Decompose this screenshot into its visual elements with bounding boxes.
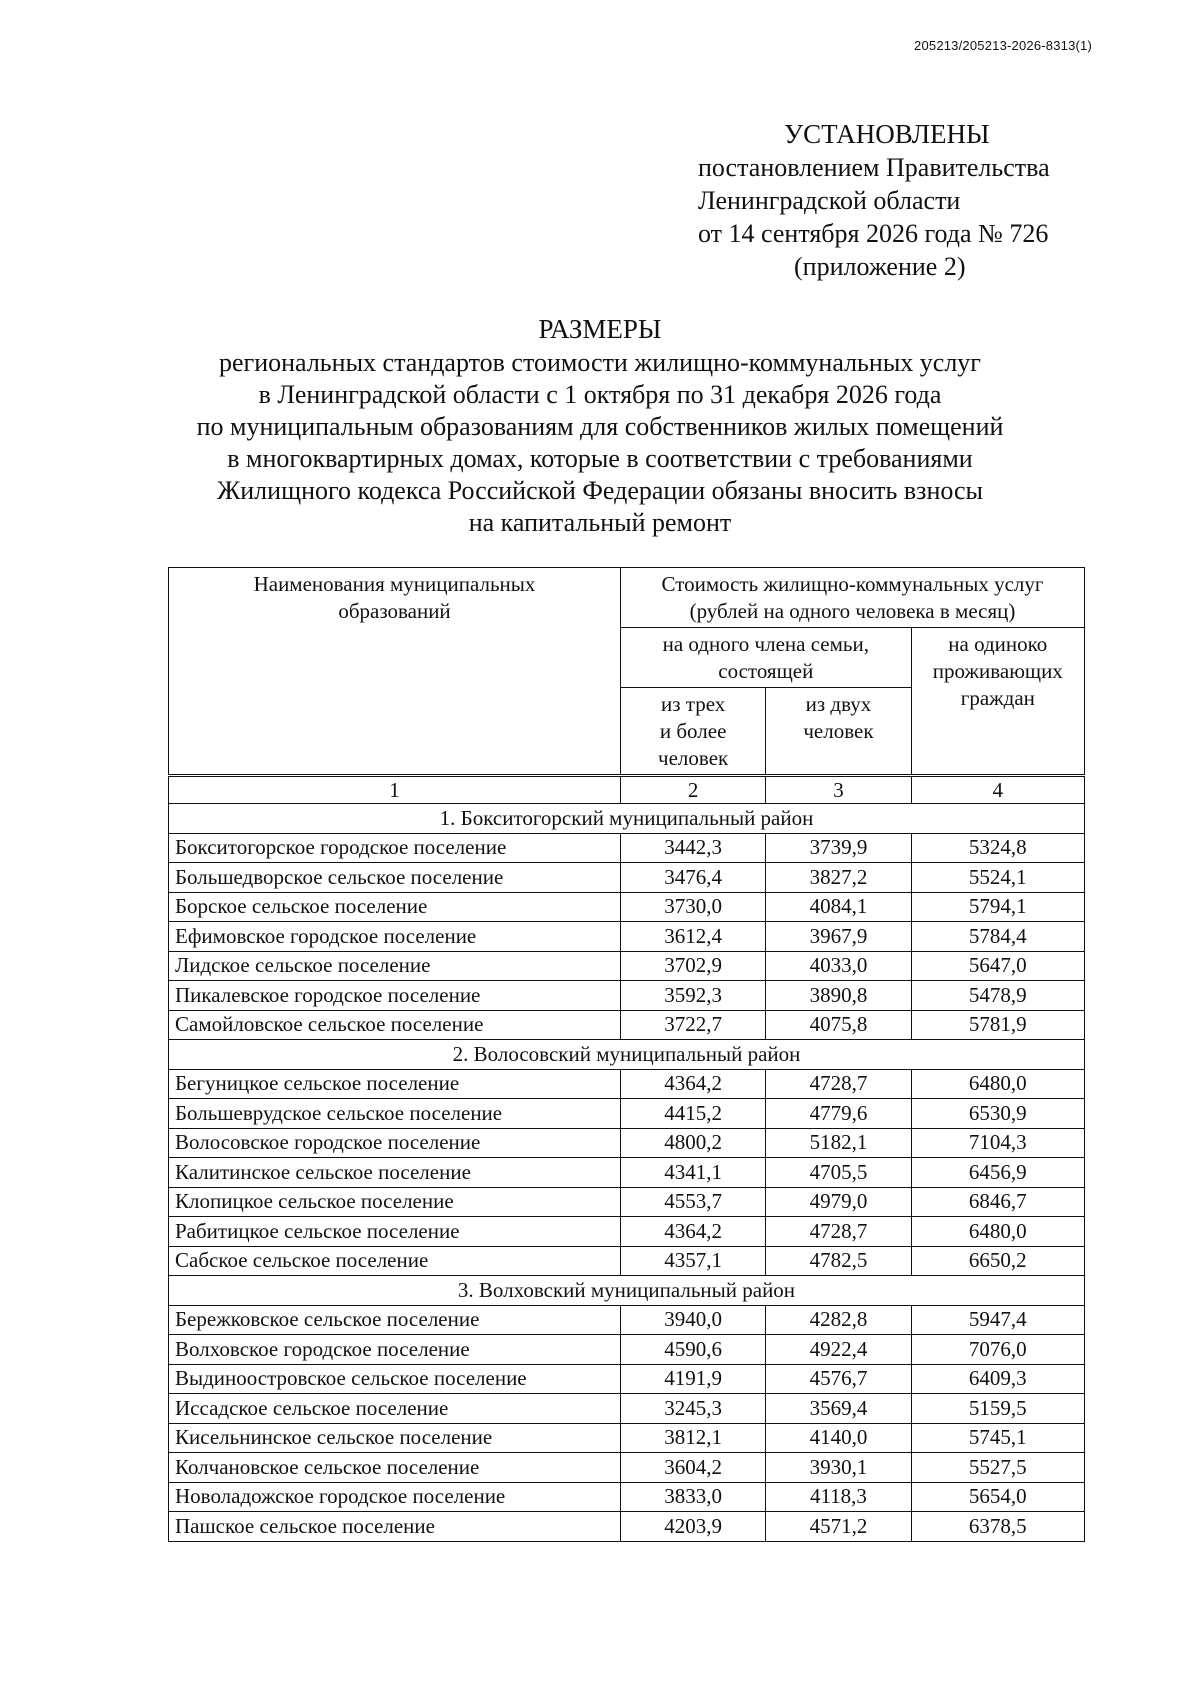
settlement-name: Большедворское сельское поселение <box>169 863 621 893</box>
cost-value: 4364,2 <box>620 1217 765 1247</box>
header-text: и более <box>659 719 727 743</box>
cost-value: 4118,3 <box>766 1482 911 1512</box>
column-number: 2 <box>620 776 765 804</box>
cost-value: 4357,1 <box>620 1246 765 1276</box>
cost-value: 4571,2 <box>766 1512 911 1542</box>
table-row <box>169 1423 1085 1453</box>
cost-value: 4341,1 <box>620 1158 765 1188</box>
cost-value: 4282,8 <box>766 1305 911 1335</box>
header-text: на одного члена семьи, <box>662 632 869 656</box>
approval-note: (приложение 2) <box>794 252 966 281</box>
heading-line: по муниципальным образованиям для собственников жилых помещений <box>196 412 1004 441</box>
document-id: 205213/205213-2026-8313(1) <box>914 38 1092 53</box>
cost-value: 3827,2 <box>766 863 911 893</box>
cost-value: 5524,1 <box>911 863 1084 893</box>
table-row <box>169 1246 1085 1276</box>
header-text: из двух <box>805 692 872 716</box>
settlement-name: Кисельнинское сельское поселение <box>169 1423 621 1453</box>
cost-value: 4922,4 <box>766 1335 911 1365</box>
settlement-name: Иссадское сельское поселение <box>169 1394 621 1424</box>
document-heading <box>120 313 1080 539</box>
cost-value: 7104,3 <box>911 1128 1084 1158</box>
cost-value: 6378,5 <box>911 1512 1084 1542</box>
header-three-column <box>620 688 765 776</box>
table-row <box>169 981 1085 1011</box>
cost-value: 3833,0 <box>620 1482 765 1512</box>
cost-value: 3592,3 <box>620 981 765 1011</box>
cost-value: 5527,5 <box>911 1453 1084 1483</box>
cost-value: 4590,6 <box>620 1335 765 1365</box>
header-text: Стоимость жилищно-коммунальных услуг <box>661 572 1044 596</box>
cost-value: 5647,0 <box>911 951 1084 981</box>
header-text: (рублей на одного человека в месяц) <box>689 599 1016 623</box>
cost-value: 5478,9 <box>911 981 1084 1011</box>
cost-value: 3702,9 <box>620 951 765 981</box>
cost-value: 4728,7 <box>766 1069 911 1099</box>
approval-line: Ленинградской области <box>698 186 961 215</box>
header-row <box>169 568 1085 628</box>
table-row <box>169 1335 1085 1365</box>
cost-value: 3722,7 <box>620 1010 765 1040</box>
settlement-name: Пашское сельское поселение <box>169 1512 621 1542</box>
heading-line: региональных стандартов стоимости жилищно-коммунальных услуг <box>219 348 981 377</box>
cost-value: 3967,9 <box>766 922 911 952</box>
district-row <box>169 1276 1085 1306</box>
cost-value: 3812,1 <box>620 1423 765 1453</box>
approval-title: УСТАНОВЛЕНЫ <box>784 119 990 149</box>
cost-value: 5794,1 <box>911 892 1084 922</box>
district-row <box>169 804 1085 834</box>
cost-value: 5654,0 <box>911 1482 1084 1512</box>
approval-block <box>698 118 1098 283</box>
cost-value: 3739,9 <box>766 833 911 863</box>
approval-line: от 14 сентября 2026 года № 726 <box>698 219 1049 248</box>
table-row <box>169 1364 1085 1394</box>
cost-value: 5947,4 <box>911 1305 1084 1335</box>
cost-value: 3245,3 <box>620 1394 765 1424</box>
cost-value: 5182,1 <box>766 1128 911 1158</box>
cost-value: 3476,4 <box>620 863 765 893</box>
cost-value: 3569,4 <box>766 1394 911 1424</box>
cost-value: 3890,8 <box>766 981 911 1011</box>
header-text: человек <box>803 719 874 743</box>
settlement-name: Большеврудское сельское поселение <box>169 1099 621 1129</box>
table-row <box>169 863 1085 893</box>
settlement-name: Сабское сельское поселение <box>169 1246 621 1276</box>
cost-standards-table <box>168 567 1085 1542</box>
cost-value: 4084,1 <box>766 892 911 922</box>
table-row <box>169 1128 1085 1158</box>
table-row <box>169 951 1085 981</box>
column-number: 1 <box>169 776 621 804</box>
district-title: 1. Бокситогорский муниципальный район <box>169 804 1085 834</box>
table-row <box>169 1187 1085 1217</box>
header-text: образований <box>338 599 451 623</box>
cost-value: 5324,8 <box>911 833 1084 863</box>
heading-line: в Ленинградской области с 1 октября по 31 декабря 2026 года <box>258 380 942 409</box>
settlement-name: Волосовское городское поселение <box>169 1128 621 1158</box>
cost-value: 4364,2 <box>620 1069 765 1099</box>
table-row <box>169 1217 1085 1247</box>
settlement-name: Лидское сельское поселение <box>169 951 621 981</box>
cost-value: 4140,0 <box>766 1423 911 1453</box>
settlement-name: Бегуницкое сельское поселение <box>169 1069 621 1099</box>
cost-value: 5781,9 <box>911 1010 1084 1040</box>
cost-value: 6650,2 <box>911 1246 1084 1276</box>
district-title: 3. Волховский муниципальный район <box>169 1276 1085 1306</box>
cost-value: 4415,2 <box>620 1099 765 1129</box>
header-text: Наименования муниципальных <box>253 572 536 596</box>
table-row <box>169 922 1085 952</box>
table-row <box>169 1394 1085 1424</box>
cost-value: 4553,7 <box>620 1187 765 1217</box>
cost-value: 4728,7 <box>766 1217 911 1247</box>
settlement-name: Бережковское сельское поселение <box>169 1305 621 1335</box>
cost-value: 5784,4 <box>911 922 1084 952</box>
cost-value: 3442,3 <box>620 833 765 863</box>
column-number-row <box>169 776 1085 804</box>
heading-line: Жилищного кодекса Российской Федерации обязаны вносить взносы <box>216 476 984 505</box>
table-row <box>169 1453 1085 1483</box>
header-text: проживающих <box>932 659 1063 683</box>
cost-value: 3930,1 <box>766 1453 911 1483</box>
settlement-name: Выдиноостровское сельское поселение <box>169 1364 621 1394</box>
cost-value: 4191,9 <box>620 1364 765 1394</box>
header-two-column <box>766 688 911 776</box>
heading-line: на капитальный ремонт <box>468 508 732 537</box>
table-row <box>169 892 1085 922</box>
header-text: на одиноко <box>948 632 1048 656</box>
cost-value: 3940,0 <box>620 1305 765 1335</box>
cost-value: 6480,0 <box>911 1069 1084 1099</box>
settlement-name: Пикалевское городское поселение <box>169 981 621 1011</box>
cost-value: 6456,9 <box>911 1158 1084 1188</box>
cost-value: 5159,5 <box>911 1394 1084 1424</box>
table-row <box>169 1010 1085 1040</box>
district-title: 2. Волосовский муниципальный район <box>169 1040 1085 1070</box>
cost-value: 4800,2 <box>620 1128 765 1158</box>
cost-value: 4979,0 <box>766 1187 911 1217</box>
cost-value: 4782,5 <box>766 1246 911 1276</box>
header-text: граждан <box>960 686 1035 710</box>
table-row <box>169 1099 1085 1129</box>
header-name-column <box>169 568 621 776</box>
settlement-name: Колчановское сельское поселение <box>169 1453 621 1483</box>
cost-value: 4779,6 <box>766 1099 911 1129</box>
table-row <box>169 1482 1085 1512</box>
table-row <box>169 1158 1085 1188</box>
settlement-name: Волховское городское поселение <box>169 1335 621 1365</box>
settlement-name: Рабитицкое сельское поселение <box>169 1217 621 1247</box>
table-row <box>169 833 1085 863</box>
settlement-name: Ефимовское городское поселение <box>169 922 621 952</box>
header-text: из трех <box>661 692 726 716</box>
district-row <box>169 1040 1085 1070</box>
header-text: человек <box>658 746 729 770</box>
header-cost-column <box>620 568 1084 628</box>
settlement-name: Бокситогорское городское поселение <box>169 833 621 863</box>
cost-value: 6846,7 <box>911 1187 1084 1217</box>
cost-value: 3612,4 <box>620 922 765 952</box>
cost-value: 4705,5 <box>766 1158 911 1188</box>
table-row <box>169 1512 1085 1542</box>
cost-value: 3604,2 <box>620 1453 765 1483</box>
settlement-name: Новоладожское городское поселение <box>169 1482 621 1512</box>
cost-value: 5745,1 <box>911 1423 1084 1453</box>
cost-value: 6409,3 <box>911 1364 1084 1394</box>
heading-line: в многоквартирных домах, которые в соответствии с требованиями <box>227 444 973 473</box>
table-row <box>169 1305 1085 1335</box>
cost-value: 6480,0 <box>911 1217 1084 1247</box>
cost-value: 4576,7 <box>766 1364 911 1394</box>
approval-line: постановлением Правительства <box>698 153 1050 182</box>
cost-value: 4075,8 <box>766 1010 911 1040</box>
settlement-name: Калитинское сельское поселение <box>169 1158 621 1188</box>
column-number: 3 <box>766 776 911 804</box>
settlement-name: Клопицкое сельское поселение <box>169 1187 621 1217</box>
cost-value: 4203,9 <box>620 1512 765 1542</box>
cost-value: 6530,9 <box>911 1099 1084 1129</box>
cost-value: 4033,0 <box>766 951 911 981</box>
heading-title: РАЗМЕРЫ <box>538 314 662 344</box>
settlement-name: Самойловское сельское поселение <box>169 1010 621 1040</box>
column-number: 4 <box>911 776 1084 804</box>
cost-value: 3730,0 <box>620 892 765 922</box>
cost-value: 7076,0 <box>911 1335 1084 1365</box>
header-text: состоящей <box>718 659 814 683</box>
header-alone-column <box>911 628 1084 776</box>
table-row <box>169 1069 1085 1099</box>
settlement-name: Борское сельское поселение <box>169 892 621 922</box>
header-family-column <box>620 628 911 688</box>
